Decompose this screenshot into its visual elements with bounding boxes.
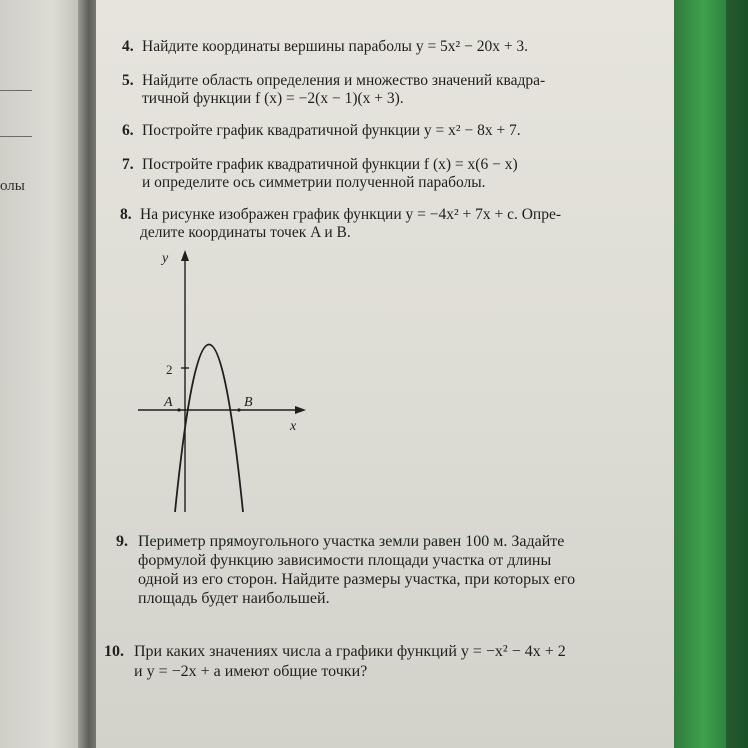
problem-number: 5. bbox=[122, 72, 134, 89]
problem-text-line: Периметр прямоугольного участка земли равен 100 м. Задайте bbox=[138, 533, 565, 550]
problem-number: 8. bbox=[120, 206, 132, 223]
problem-text-line: Постройте график квадратичной функции f (x) = x(6 − x) bbox=[142, 156, 518, 173]
problem-number: 10. bbox=[104, 643, 124, 660]
problem-text-line: делите координаты точек A и B. bbox=[140, 224, 351, 241]
point-a-label: A bbox=[164, 395, 173, 410]
left-page bbox=[0, 0, 88, 748]
problem-text-line: тичной функции f (x) = −2(x − 1)(x + 3). bbox=[142, 90, 404, 107]
problem-number: 9. bbox=[116, 533, 128, 550]
problem-text-line: формулой функцию зависимости площади участка от длины bbox=[138, 552, 552, 569]
problem-number: 7. bbox=[122, 156, 134, 173]
problem-text-line: На рисунке изображен график функции y = −4x² + 7x + c. Опре- bbox=[140, 206, 562, 223]
point-b bbox=[237, 408, 240, 411]
left-page-fragment: олы bbox=[0, 178, 25, 194]
left-page-rule bbox=[0, 136, 32, 137]
problem-text-line: Постройте график квадратичной функции y = x² − 8x + 7. bbox=[142, 122, 521, 139]
problem-number: 4. bbox=[122, 38, 134, 55]
parabola-graph bbox=[130, 250, 320, 520]
left-page-rule bbox=[0, 90, 32, 91]
problem-text-line: одной из его сторон. Найдите размеры участка, при которых его bbox=[138, 571, 576, 588]
problem-text-line: и y = −2x + a имеют общие точки? bbox=[134, 663, 368, 680]
y-axis-label: y bbox=[162, 251, 169, 266]
green-folder-shadow bbox=[726, 0, 748, 748]
problem-text-line: При каких значениях числа a графики функций y = −x² − 4x + 2 bbox=[134, 643, 566, 660]
problem-text-line: и определите ось симметрии полученной параболы. bbox=[142, 174, 486, 191]
point-a bbox=[177, 408, 180, 411]
problem-number: 6. bbox=[122, 122, 134, 139]
green-folder-edge bbox=[674, 0, 748, 748]
problem-text-line: Найдите область определения и множество значений квадра- bbox=[142, 72, 546, 89]
y-tick-label: 2 bbox=[166, 362, 173, 377]
y-axis-arrow bbox=[181, 250, 189, 261]
x-axis-label: x bbox=[290, 419, 297, 434]
point-b-label: B bbox=[244, 395, 253, 410]
x-axis-arrow bbox=[295, 406, 306, 414]
problem-text-line: площадь будет наибольшей. bbox=[138, 590, 330, 607]
problem-text-line: Найдите координаты вершины параболы y = 5x² − 20x + 3. bbox=[142, 38, 529, 55]
